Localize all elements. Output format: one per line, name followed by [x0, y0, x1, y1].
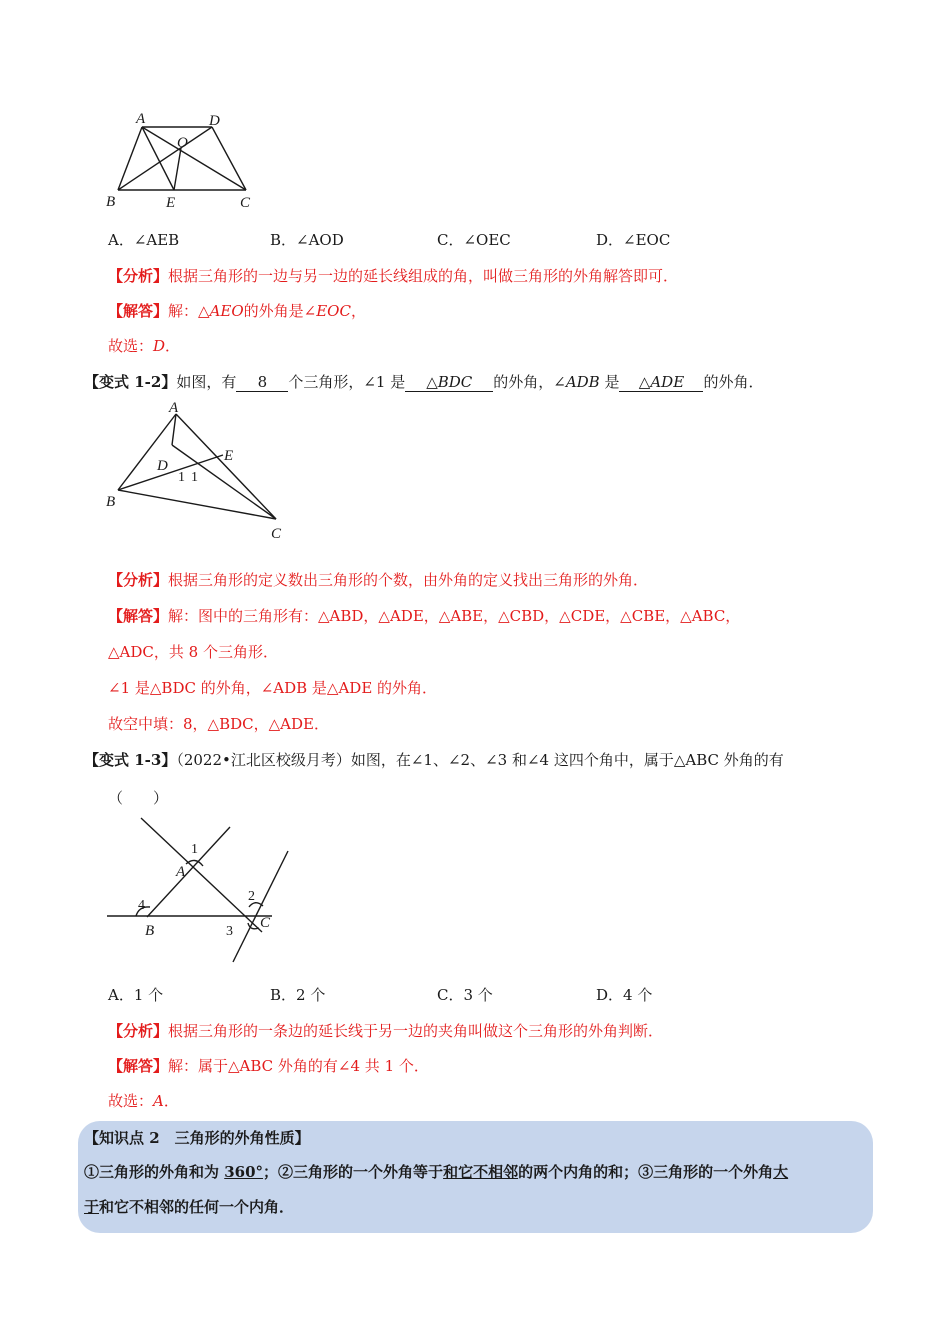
label-1: 1 — [191, 842, 198, 857]
knowledge-line-2 — [84, 1196, 294, 1217]
answer-tag: 【解答】 — [108, 607, 169, 625]
label-A: A — [176, 864, 186, 880]
k-l2-b: 和它不相邻的任何一个内角． — [99, 1198, 295, 1216]
label-C: C — [260, 915, 271, 931]
v13-option-a: A．1 个 — [108, 986, 164, 1004]
v12-t1: 如图，有 — [176, 373, 237, 391]
label-A: A — [136, 111, 146, 127]
label-O: O — [177, 135, 188, 151]
answer-tag: 【解答】 — [108, 302, 169, 320]
label-E: E — [224, 448, 234, 464]
v13-source: （2022•江北区校级月考） — [176, 751, 351, 769]
k-l1-d: 和它不相邻 — [443, 1163, 519, 1181]
answer-pre: 解：△ — [168, 302, 210, 320]
label-4: 4 — [138, 898, 145, 913]
analysis-tag: 【分析】 — [108, 267, 169, 285]
analysis-tag: 【分析】 — [108, 1022, 169, 1040]
answer-end: ， — [350, 302, 366, 320]
label-1b: 1 — [191, 470, 198, 485]
v13-paren: （ ） — [108, 789, 169, 807]
line-through-A-C — [141, 818, 262, 932]
label-2: 2 — [248, 889, 255, 904]
v12-answer-4: 故空中填：8，△BDC，△ADE． — [108, 715, 329, 733]
analysis-text: 根据三角形的定义数出三角形的个数，由外角的定义找出三角形的外角． — [168, 571, 649, 589]
choice-pre: 故选： — [108, 1092, 154, 1110]
label-B: B — [145, 923, 155, 939]
v13-text: 如图，在∠1、∠2、∠3 和∠4 这四个角中，属于△ABC 外角的有 — [350, 751, 784, 769]
k-l1-a: ①三角形的外角和为 — [84, 1163, 225, 1181]
v12-t3: 的外角，∠ — [493, 373, 566, 391]
v13-choice — [108, 1090, 179, 1111]
v13-option-b: B．2 个 — [270, 986, 326, 1004]
label-B: B — [106, 194, 116, 210]
knowledge-title: 【知识点 2 三角形的外角性质】 — [84, 1129, 310, 1147]
answer-triangle: AEO — [209, 302, 244, 320]
answer-line-1: 解：图中的三角形有：△ABD，△ADE，△ABE，△CBD，△CDE，△CBE，△ABC， — [168, 607, 741, 625]
blank-triangle-1-value: BDC — [437, 373, 473, 391]
label-D: D — [157, 458, 168, 474]
label-E: E — [166, 195, 176, 211]
k-l2-a: 于 — [84, 1198, 100, 1216]
v12-t5: 的外角． — [703, 373, 764, 391]
knowledge-line-1 — [84, 1161, 788, 1182]
line-through-C — [233, 851, 288, 962]
blank-triangle-1-sym: △ — [426, 373, 438, 391]
v12-tag: 【变式 1-2】 — [84, 373, 177, 391]
v13-tag: 【变式 1-3】 — [84, 751, 177, 769]
blank-count-value: 8 — [257, 373, 268, 391]
answer-angle: EOC — [316, 302, 351, 320]
k-l1-c: ；②三角形的一个外角等于 — [263, 1163, 444, 1181]
answer-mid: 的外角是∠ — [243, 302, 317, 320]
k-l1-e: 的两个内角的和；③三角形的一个外角 — [518, 1163, 774, 1181]
option-c: C．∠OEC — [437, 231, 511, 249]
v13-option-d: D．4 个 — [596, 986, 653, 1004]
choice-end: ． — [165, 337, 181, 355]
v12-answer-2: △ADC，共 8 个三角形． — [108, 643, 278, 661]
choice-end: ． — [163, 1092, 179, 1110]
v12-t4: 是 — [599, 373, 620, 391]
choice-letter: A — [153, 1092, 164, 1110]
line-through-B-A — [147, 827, 230, 917]
v12-answer-3: ∠1 是△BDC 的外角，∠ADB 是△ADE 的外角． — [108, 679, 438, 697]
label-3: 3 — [226, 924, 233, 939]
k-l1-b: 360° — [224, 1163, 264, 1181]
answer-text: 解：属于△ABC 外角的有∠4 共 1 个． — [168, 1057, 429, 1075]
v13-option-c: C．3 个 — [437, 986, 493, 1004]
v12-t3-var: ADB — [565, 373, 600, 391]
choice-pre: 故选： — [108, 337, 154, 355]
analysis-tag: 【分析】 — [108, 571, 169, 589]
option-b: B．∠AOD — [270, 231, 344, 249]
analysis-text: 根据三角形的一条边的延长线于另一边的夹角叫做这个三角形的外角判断． — [168, 1022, 664, 1040]
label-D: D — [209, 113, 220, 129]
analysis-text: 根据三角形的一边与另一边的延长线组成的角，叫做三角形的外角解答即可． — [168, 267, 679, 285]
k-l1-f: 大 — [773, 1163, 789, 1181]
label-C: C — [240, 195, 251, 211]
choice-letter: D — [153, 337, 166, 355]
option-d: D．∠EOC — [596, 231, 671, 249]
blank-triangle-2-value: ADE — [650, 373, 685, 391]
v13-answer — [108, 1055, 429, 1076]
v13-analysis — [108, 1020, 663, 1041]
option-a: A．∠AEB — [108, 231, 180, 249]
label-A: A — [169, 400, 179, 416]
label-1a: 1 — [178, 470, 185, 485]
label-B: B — [106, 494, 116, 510]
v12-t2: 个三角形，∠1 是 — [288, 373, 406, 391]
label-C: C — [271, 526, 282, 542]
blank-triangle-2-sym: △ — [638, 373, 651, 391]
answer-tag: 【解答】 — [108, 1057, 169, 1075]
